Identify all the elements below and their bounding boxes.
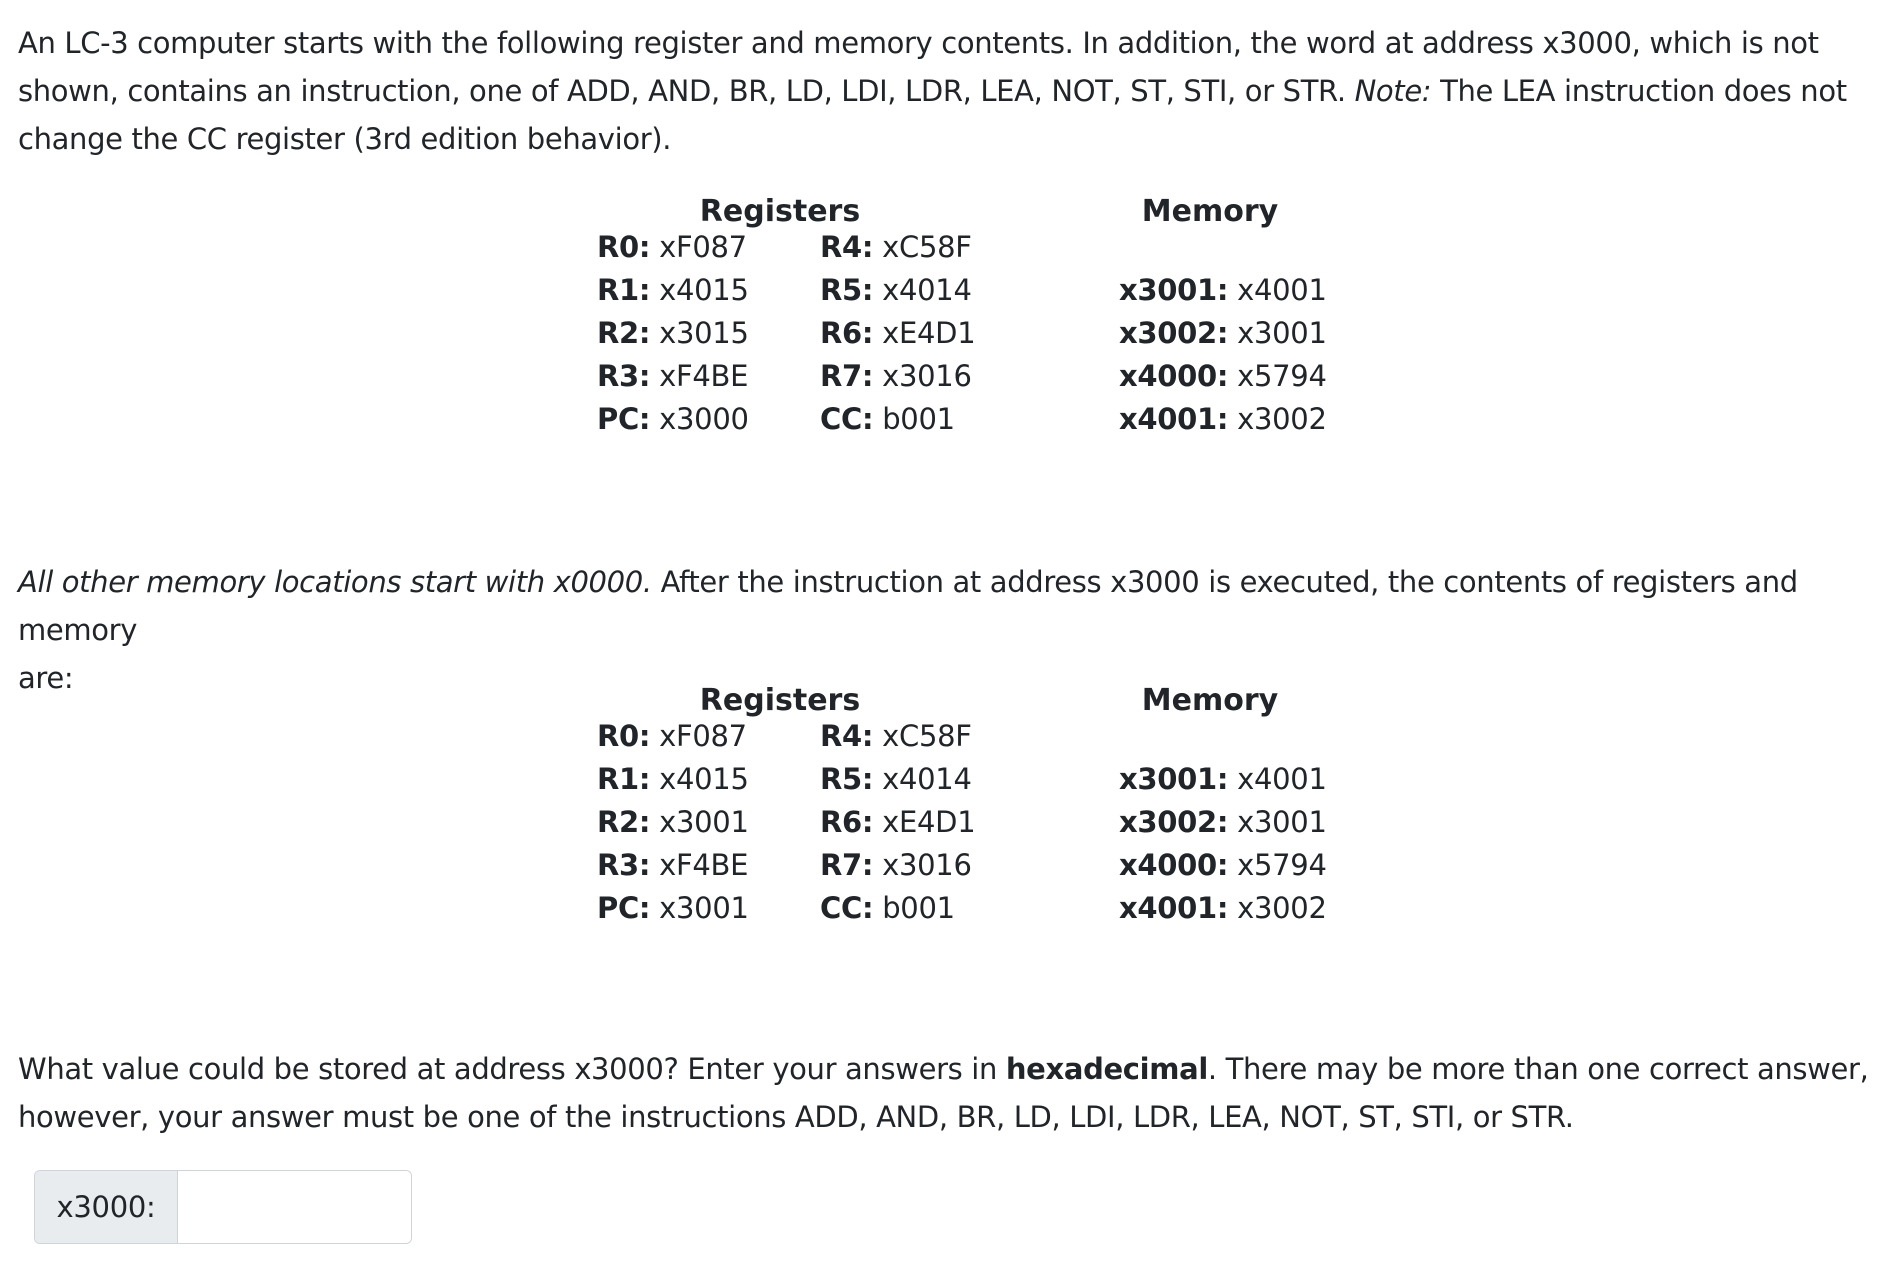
after-paragraph <box>18 558 1880 702</box>
register-cell <box>820 848 972 882</box>
memory-cell <box>1119 273 1327 307</box>
register-cell <box>597 316 749 350</box>
initial-state-table <box>0 194 1898 514</box>
register-cell-value: x4015 <box>659 273 749 307</box>
register-cell <box>820 762 972 796</box>
register-cell-value: x3001 <box>659 891 749 925</box>
register-cell <box>597 805 749 839</box>
question-paragraph <box>18 1045 1880 1141</box>
register-cell <box>820 230 972 264</box>
question-text-rest: . There may be more than one correct answer, however, your answer must be one of the instructions ADD, AND, BR, LD, LDI, LDR, LEA, NOT, ST, STI, or STR. <box>18 1052 1869 1134</box>
register-cell <box>597 273 749 307</box>
register-cell-value: xF4BE <box>659 359 749 393</box>
register-cell <box>597 848 748 882</box>
register-cell-name: R4: <box>820 719 874 753</box>
register-cell-name: R5: <box>820 762 874 796</box>
memory-cell-value: x5794 <box>1237 359 1327 393</box>
memory-cell-value: x3001 <box>1237 316 1327 350</box>
register-cell-value: x3015 <box>659 316 749 350</box>
register-cell-name: R1: <box>597 273 651 307</box>
register-cell-name: CC: <box>820 891 874 925</box>
register-cell <box>597 762 749 796</box>
register-cell <box>820 316 975 350</box>
register-cell-name: PC: <box>597 402 651 436</box>
memory-cell-name: x4001: <box>1119 891 1229 925</box>
register-cell-name: R2: <box>597 805 651 839</box>
register-cell <box>820 805 975 839</box>
register-cell-name: R0: <box>597 230 651 264</box>
register-cell-name: R6: <box>820 316 874 350</box>
memory-cell-name: x4001: <box>1119 402 1229 436</box>
registers-header: Registers <box>699 683 861 718</box>
note-text: The LEA instruction does not change the CC register (3rd edition behavior). <box>18 74 1847 156</box>
memory-cell-value: x3001 <box>1237 805 1327 839</box>
register-cell-value: xF4BE <box>659 848 749 882</box>
note-label: Note: <box>1354 74 1432 108</box>
memory-cell <box>1119 891 1327 925</box>
final-state-table <box>0 683 1898 1003</box>
register-cell <box>597 891 749 925</box>
memory-cell-value: x3002 <box>1237 891 1327 925</box>
register-cell-name: R7: <box>820 848 874 882</box>
register-cell-value: xE4D1 <box>882 316 976 350</box>
register-cell-value: x4015 <box>659 762 749 796</box>
register-cell-name: R2: <box>597 316 651 350</box>
question-emphasis: hexadecimal <box>1005 1052 1208 1086</box>
memory-cell-name: x3002: <box>1119 316 1229 350</box>
register-cell-name: R5: <box>820 273 874 307</box>
after-text: After the instruction at address x3000 is executed, the contents of registers and memory are: <box>18 565 1798 695</box>
register-cell-name: R6: <box>820 805 874 839</box>
register-cell-value: x3001 <box>659 805 749 839</box>
register-cell <box>820 891 955 925</box>
register-cell-value: x4014 <box>882 762 972 796</box>
register-cell-value: xF087 <box>659 230 747 264</box>
register-cell-value: xF087 <box>659 719 747 753</box>
register-cell <box>597 719 747 753</box>
memory-header: Memory <box>1141 194 1279 229</box>
register-cell <box>820 359 972 393</box>
memory-cell-name: x4000: <box>1119 359 1229 393</box>
register-cell-value: xC58F <box>882 230 972 264</box>
register-cell-name: R3: <box>597 359 651 393</box>
register-cell <box>597 402 749 436</box>
register-cell <box>820 402 955 436</box>
register-cell-value: x3016 <box>882 848 972 882</box>
register-cell-name: R3: <box>597 848 651 882</box>
register-cell-name: CC: <box>820 402 874 436</box>
registers-header: Registers <box>699 194 861 229</box>
memory-default-note: All other memory locations start with x0000. <box>18 565 652 599</box>
memory-cell-name: x3001: <box>1119 273 1229 307</box>
memory-cell-value: x5794 <box>1237 848 1327 882</box>
memory-cell <box>1119 402 1327 436</box>
register-cell <box>597 230 747 264</box>
register-cell-name: R1: <box>597 762 651 796</box>
answer-input-group <box>34 1170 412 1244</box>
register-cell-value: x4014 <box>882 273 972 307</box>
register-cell <box>820 719 972 753</box>
register-cell-value: b001 <box>882 402 955 436</box>
register-cell-name: PC: <box>597 891 651 925</box>
answer-input[interactable] <box>178 1171 411 1243</box>
memory-cell <box>1119 805 1327 839</box>
register-cell-value: x3016 <box>882 359 972 393</box>
memory-cell-value: x3002 <box>1237 402 1327 436</box>
memory-cell <box>1119 848 1327 882</box>
intro-paragraph <box>18 19 1880 163</box>
register-cell-name: R0: <box>597 719 651 753</box>
answer-address-label: x3000: <box>35 1171 178 1243</box>
intro-text: An LC-3 computer starts with the following register and memory contents. In addition, the word at address x3000, which is not shown, contains an instruction, one of ADD, AND, BR, LD, LDI, LDR, LEA, NOT, ST, STI, or STR. <box>18 26 1819 108</box>
register-cell-name: R7: <box>820 359 874 393</box>
register-cell-value: x3000 <box>659 402 749 436</box>
register-cell <box>597 359 748 393</box>
memory-cell-name: x3001: <box>1119 762 1229 796</box>
memory-cell <box>1119 762 1327 796</box>
memory-cell <box>1119 316 1327 350</box>
register-cell-value: xC58F <box>882 719 972 753</box>
question-text: What value could be stored at address x3000? Enter your answers in <box>18 1052 1006 1086</box>
memory-cell-value: x4001 <box>1237 762 1327 796</box>
memory-cell-name: x3002: <box>1119 805 1229 839</box>
memory-cell-name: x4000: <box>1119 848 1229 882</box>
memory-header: Memory <box>1141 683 1279 718</box>
register-cell-value: xE4D1 <box>882 805 976 839</box>
register-cell-name: R4: <box>820 230 874 264</box>
register-cell-value: b001 <box>882 891 955 925</box>
memory-cell-value: x4001 <box>1237 273 1327 307</box>
memory-cell <box>1119 359 1327 393</box>
register-cell <box>820 273 972 307</box>
